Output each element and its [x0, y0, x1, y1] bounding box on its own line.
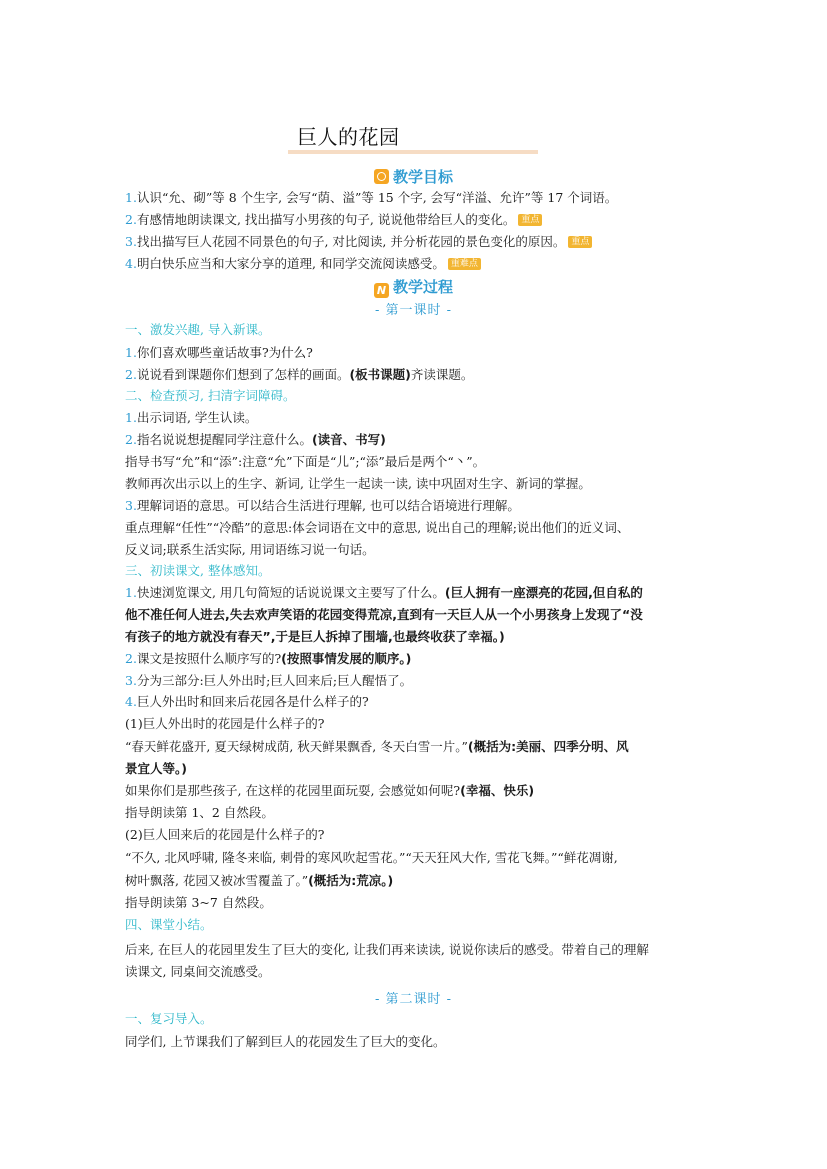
- step-number: 3.: [125, 673, 137, 688]
- text-line: (2)巨人回来后的花园是什么样子的?: [125, 827, 325, 842]
- text-line: [125, 651, 715, 667]
- step-number: 3.: [125, 498, 137, 513]
- line-text: 如果你们是那些孩子, 在这样的花园里面玩耍, 会感觉如何呢?: [125, 783, 461, 798]
- answer-text: (幸福、快乐): [460, 783, 535, 798]
- line-text: 快速浏览课文, 用几句简短的话说说课文主要写了什么。: [136, 585, 445, 600]
- line-text: 指名说说想提醒同学注意什么。: [136, 432, 312, 447]
- answer-line: 他不准任何人进去,失去欢声笑语的花园变得荒凉,直到有一天巨人从一个小男孩身上发现了“没: [125, 607, 643, 622]
- target-icon: [374, 169, 389, 184]
- objective-4: [125, 256, 715, 272]
- step-number: 2.: [125, 367, 137, 382]
- line-text: 齐读课题。: [410, 367, 474, 382]
- objective-number: 4.: [125, 256, 137, 271]
- text-line: [125, 367, 715, 383]
- line-text: 说说看到课题你们想到了怎样的画面。: [136, 367, 350, 382]
- text-line: [125, 498, 715, 514]
- process-heading-text: 教学过程: [392, 278, 453, 296]
- lesson-1-label: - 第一课时 -: [374, 303, 453, 318]
- section-heading: 四、课堂小结。: [125, 917, 213, 932]
- objective-text: 有感情地朗读课文, 找出描写小男孩的句子, 说说他带给巨人的变化。: [136, 212, 516, 227]
- text-line: [125, 410, 715, 426]
- step-number: 1.: [125, 410, 137, 425]
- text-line: 重点理解“任性”“冷酷”的意思:体会词语在文中的意思, 说出自己的理解;说出他们的近义词、: [125, 520, 630, 535]
- line-text: “春天鲜花盛开, 夏天绿树成荫, 秋天鲜果飘香, 冬天白雪一片。”: [125, 739, 468, 754]
- text-line: [125, 585, 715, 601]
- section-heading: 一、激发兴趣, 导入新课。: [125, 322, 271, 337]
- objective-3: [125, 234, 715, 250]
- text-line: [125, 783, 715, 799]
- objective-1: [125, 190, 715, 206]
- answer-text: (读音、书写): [311, 432, 386, 447]
- text-line: [125, 432, 715, 448]
- text-line: [125, 345, 715, 361]
- text-line: 读课文, 同桌间交流感受。: [125, 964, 271, 979]
- line-text: 分为三部分:巨人外出时;巨人回来后;巨人醒悟了。: [136, 673, 413, 688]
- text-line: “不久, 北风呼啸, 隆冬来临, 刺骨的寒风吹起雪花。”“天天狂风大作, 雪花飞舞。”“鲜花凋谢,: [125, 850, 618, 865]
- section-heading: 三、初读课文, 整体感知。: [125, 563, 271, 578]
- objective-text: 找出描写巨人花园不同景色的句子, 对比阅读, 并分析花园的景色变化的原因。: [136, 234, 566, 249]
- answer-text: (巨人拥有一座漂亮的花园,但自私的: [444, 585, 643, 600]
- text-line: 后来, 在巨人的花园里发生了巨大的变化, 让我们再来读读, 说说你读后的感受。带着自己的理解: [125, 942, 649, 957]
- text-line: 指导书写“允”和“添”:注意“允”下面是“儿”;“添”最后是两个“丶”。: [125, 454, 486, 469]
- page-title: 巨人的花园: [297, 125, 400, 149]
- line-text: 你们喜欢哪些童话故事?为什么?: [136, 345, 313, 360]
- line-text: 巨人外出时和回来后花园各是什么样子的?: [136, 694, 369, 709]
- line-text: 课文是按照什么顺序写的?: [136, 651, 282, 666]
- answer-text: (概括为:美丽、四季分明、风: [467, 739, 629, 754]
- objective-2: [125, 212, 715, 228]
- step-number: 4.: [125, 694, 137, 709]
- answer-text: (按照事情发展的顺序。): [281, 651, 412, 666]
- difficult-point-badge: 重难点: [448, 258, 481, 270]
- answer-line: 有孩子的地方就没有春天”,于是巨人拆掉了围墙,也最终收获了幸福。): [125, 629, 505, 644]
- step-number: 1.: [125, 345, 137, 360]
- answer-line: 景宜人等。): [125, 761, 187, 776]
- n-icon: N: [374, 283, 389, 298]
- objective-number: 2.: [125, 212, 137, 227]
- title-underline: [288, 150, 538, 154]
- step-number: 2.: [125, 432, 137, 447]
- answer-text: (概括为:荒凉。): [308, 873, 394, 888]
- line-text: 理解词语的意思。可以结合生活进行理解, 也可以结合语境进行理解。: [136, 498, 520, 513]
- step-number: 1.: [125, 585, 137, 600]
- text-line: [125, 873, 715, 889]
- objective-number: 1.: [125, 190, 137, 205]
- section-heading: 一、复习导入。: [125, 1011, 213, 1026]
- text-line: 指导朗读第 1、2 自然段。: [125, 805, 274, 820]
- objective-text: 明白快乐应当和大家分享的道理, 和同学交流阅读感受。: [136, 256, 445, 271]
- step-number: 2.: [125, 651, 137, 666]
- text-line: [125, 673, 715, 689]
- section-heading: 二、检查预习, 扫清字词障碍。: [125, 388, 296, 403]
- text-line: (1)巨人外出时的花园是什么样子的?: [125, 716, 325, 731]
- objective-number: 3.: [125, 234, 137, 249]
- text-line: 反义词;联系生活实际, 用词语练习说一句话。: [125, 542, 375, 557]
- objective-text: 认识“允、砌”等 8 个生字, 会写“荫、溢”等 15 个字, 会写“洋溢、允许”等 17 个词语。: [136, 190, 618, 205]
- text-line: 同学们, 上节课我们了解到巨人的花园发生了巨大的变化。: [125, 1034, 446, 1049]
- lesson-2-label: - 第二课时 -: [374, 992, 453, 1007]
- text-line: [125, 739, 715, 755]
- text-line: [125, 694, 715, 710]
- text-line: 教师再次出示以上的生字、新词, 让学生一起读一读, 读中巩固对生字、新词的掌握。: [125, 476, 591, 491]
- line-text: 出示词语, 学生认读。: [136, 410, 258, 425]
- text-line: 指导朗读第 3~7 自然段。: [125, 895, 272, 910]
- line-text: 树叶飘落, 花园又被冰雪覆盖了。”: [125, 873, 309, 888]
- key-point-badge: 重点: [518, 214, 542, 226]
- key-point-badge: 重点: [568, 236, 592, 248]
- answer-text: (板书课题): [349, 367, 411, 382]
- objectives-heading-text: 教学目标: [392, 168, 453, 186]
- objectives-heading: [0, 166, 827, 187]
- process-heading: [0, 276, 827, 298]
